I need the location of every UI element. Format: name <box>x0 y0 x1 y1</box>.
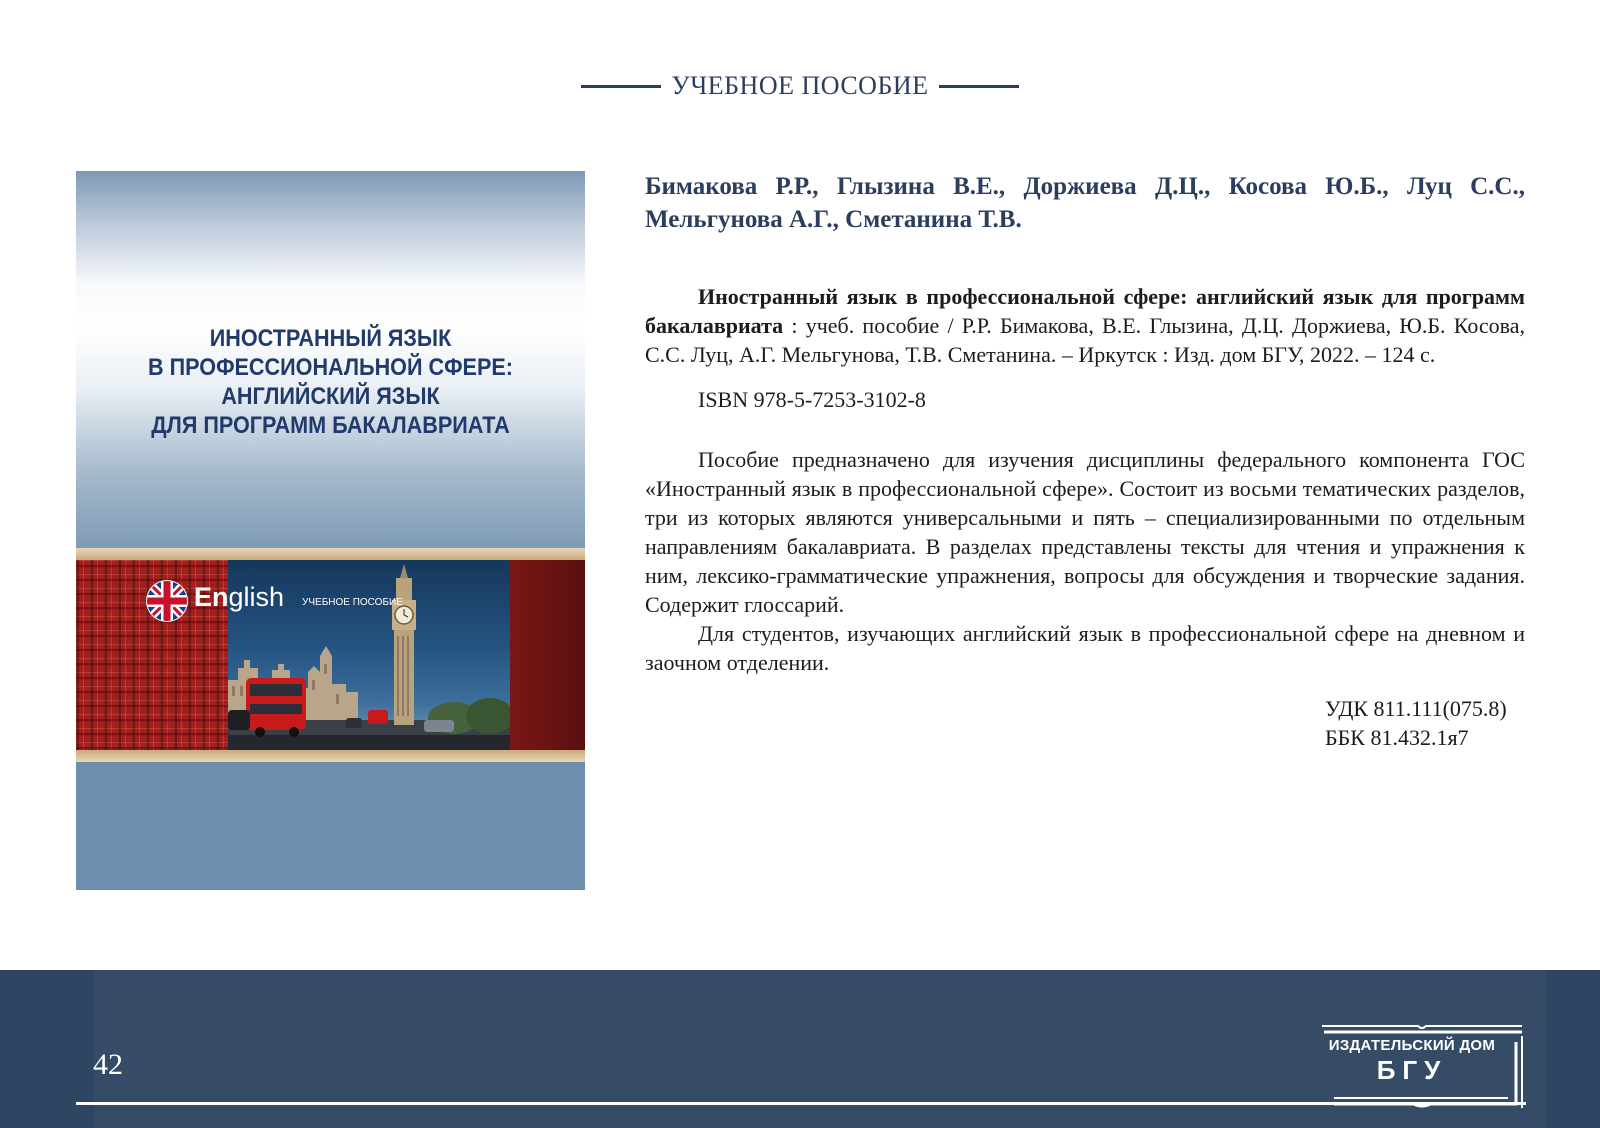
cover-subtitle: УЧЕБНОЕ ПОСОБИЕ <box>302 597 403 608</box>
bibliographic-citation <box>645 282 1525 369</box>
cover-stripe <box>76 750 585 762</box>
publisher-abbr: БГУ <box>1376 1055 1448 1085</box>
book-title: Иностранный язык в профессиональной сфере: английский язык для программ бакалавриата <box>645 284 1525 338</box>
cover-right-panel <box>510 560 585 750</box>
cover-title-line: В ПРОФЕССИОНАЛЬНОЙ СФЕРЕ: <box>148 354 513 381</box>
target-audience: Для студентов, изучающих английский язык в профессиональной сфере на дневном и заочном отделении. <box>645 621 1525 675</box>
english-logo-en: En <box>194 582 229 612</box>
publisher-logo <box>1322 1024 1524 1108</box>
udk-code: УДК 811.111(075.8) <box>1325 696 1507 721</box>
english-logo <box>194 582 284 613</box>
cover-title-line: АНГЛИЙСКИЙ ЯЗЫК <box>221 383 440 410</box>
classification-codes <box>645 694 1525 752</box>
publisher-name: ИЗДАТЕЛЬСКИЙ ДОМ <box>1328 1037 1496 1054</box>
cover-title-line: ИНОСТРАННЫЙ ЯЗЫК <box>209 325 452 352</box>
footer-rule <box>76 1102 1526 1105</box>
citation-details: : учеб. пособие / Р.Р. Бимакова, В.Е. Глызина, Д.Ц. Доржиева, Ю.Б. Косова, С.С. Луц, А.Г. Мельгунова, Т.В. Сметанина. – Иркутск : Изд. дом БГУ, 2022. – 124 с. <box>645 313 1525 367</box>
cover-title-line: ДЛЯ ПРОГРАММ БАКАЛАВРИАТА <box>151 412 510 439</box>
book-cover <box>76 171 585 890</box>
isbn: ISBN 978-5-7253-3102-8 <box>698 387 926 412</box>
header-rule-right <box>939 85 1019 88</box>
book-description-block <box>645 170 1525 752</box>
section-title: УЧЕБНОЕ ПОСОБИЕ <box>671 71 929 100</box>
english-logo-glish: glish <box>228 582 285 612</box>
cover-stripe <box>76 548 585 560</box>
page-number: 42 <box>93 1048 123 1081</box>
cover-illustration-band <box>76 560 585 750</box>
header-rule-left <box>581 85 661 88</box>
section-header <box>0 66 1600 106</box>
bbk-code: ББК 81.432.1я7 <box>1325 725 1469 750</box>
union-jack-icon <box>146 580 188 622</box>
cover-bottom-panel <box>76 762 585 890</box>
authors: Бимакова Р.Р., Глызина В.Е., Доржиева Д.Ц., Косова Ю.Б., Луц С.С., Мельгунова А.Г., Сметанина Т.В. <box>645 173 1525 233</box>
cover-title <box>101 324 559 440</box>
annotation: Пособие предназначено для изучения дисциплины федерального компонента ГОС «Иностранный язык в профессиональной сфере». Состоит из восьми тематических разделов, три из которых являются универсальными и пять – специализированными по отдельным направлениям бакалавриата. В разделах представлены тексты для чтения и упражнения к ним, лексико-грамматические упражнения, вопросы для обсуждения и творческие задания. Содержит глоссарий. <box>645 447 1525 617</box>
